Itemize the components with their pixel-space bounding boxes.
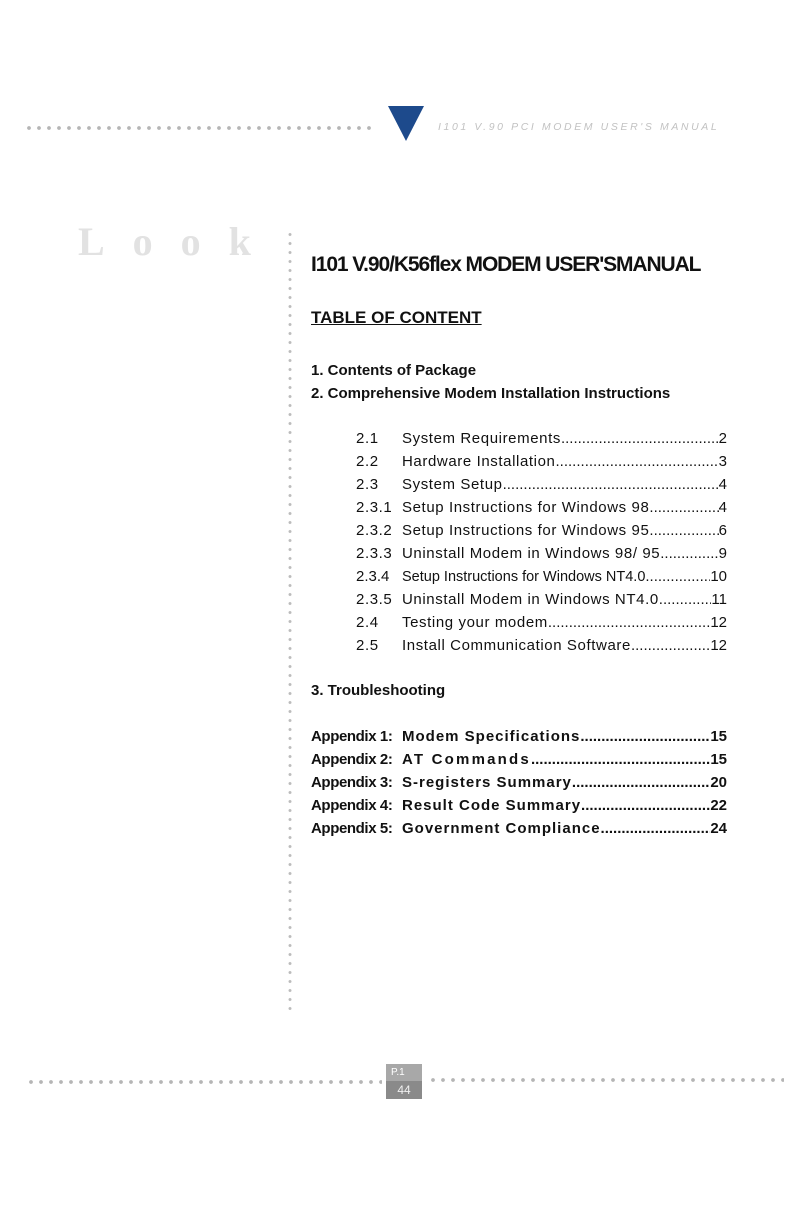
entry-number: 2.2	[356, 453, 379, 470]
entry-number: 2.3.4	[356, 568, 390, 585]
entry-title: Setup Instructions for Windows NT4.0	[402, 569, 646, 585]
toc-entry-2-3-2[interactable]	[356, 522, 727, 544]
entry-page: 9	[718, 545, 727, 562]
footer-dotted-rule-right	[428, 1077, 784, 1083]
toc-appendix-3[interactable]	[311, 774, 727, 796]
entry-page: 4	[718, 476, 727, 493]
side-word: Look	[78, 219, 279, 264]
dot-leader	[561, 430, 719, 447]
dot-leader	[660, 545, 718, 562]
toc-section-3: 3. Troubleshooting	[311, 682, 446, 699]
appendix-page: 20	[710, 774, 727, 791]
entry-title: Setup Instructions for Windows 95	[402, 522, 650, 539]
toc-entry-2-3-4[interactable]	[356, 568, 727, 590]
entry-title: System Requirements	[402, 430, 561, 447]
toc-entry-2-3[interactable]	[356, 476, 727, 498]
appendix-title: Government Compliance	[402, 820, 601, 837]
dot-leader	[503, 476, 719, 493]
entry-page: 2	[718, 430, 727, 447]
entry-number: 2.3.1	[356, 499, 393, 516]
toc-entry-2-3-3[interactable]	[356, 545, 727, 567]
entry-page: 12	[710, 637, 727, 654]
dot-leader	[556, 453, 719, 470]
dot-leader	[645, 568, 710, 585]
document-title: I101 V.90/K56flex MODEM USER'SMANUAL	[311, 253, 701, 276]
running-head: I101 V.90 PCI MODEM USER'S MANUAL	[438, 121, 720, 133]
entry-page: 4	[718, 499, 727, 516]
dot-leader	[659, 591, 712, 608]
footer-dotted-rule-left	[26, 1079, 382, 1085]
entry-title: Testing your modem	[402, 614, 548, 631]
appendix-page: 15	[710, 728, 727, 745]
appendix-label: Appendix 4:	[311, 797, 393, 814]
dot-leader	[649, 522, 718, 539]
dot-leader	[548, 614, 710, 631]
entry-title: Install Communication Software	[402, 637, 631, 654]
entry-number: 2.5	[356, 637, 379, 654]
appendix-title: Modem Specifications	[402, 728, 581, 745]
triangle-marker-icon	[388, 106, 424, 142]
appendix-title: Result Code Summary	[402, 797, 582, 814]
entry-title: Hardware Installation	[402, 453, 556, 470]
appendix-title: AT Commands	[402, 751, 531, 768]
top-dotted-rule	[24, 125, 374, 131]
appendix-label: Appendix 3:	[311, 774, 393, 791]
appendix-title: S-registers Summary	[402, 774, 572, 791]
appendix-label: Appendix 5:	[311, 820, 393, 837]
entry-title: Uninstall Modem in Windows NT4.0	[402, 591, 659, 608]
toc-appendix-5[interactable]	[311, 820, 727, 842]
toc-appendix-4[interactable]	[311, 797, 727, 819]
entry-number: 2.1	[356, 430, 379, 447]
toc-entry-2-5[interactable]	[356, 637, 727, 659]
entry-number: 2.3.5	[356, 591, 393, 608]
toc-entry-2-2[interactable]	[356, 453, 727, 475]
entry-page: 12	[710, 614, 727, 631]
entry-number: 2.3.2	[356, 522, 393, 539]
dot-leader	[580, 728, 710, 745]
toc-entry-2-3-5[interactable]	[356, 591, 727, 613]
entry-page: 10	[710, 568, 727, 585]
entry-page: 3	[718, 453, 727, 470]
dot-leader	[581, 797, 710, 814]
dot-leader	[631, 637, 710, 654]
entry-title: Uninstall Modem in Windows 98/ 95	[402, 545, 661, 562]
page-number: 44	[386, 1081, 422, 1099]
appendix-label: Appendix 1:	[311, 728, 393, 745]
entry-title: System Setup	[402, 476, 503, 493]
entry-number: 2.4	[356, 614, 379, 631]
toc-heading: TABLE OF CONTENT	[311, 308, 482, 327]
dot-leader	[531, 751, 710, 768]
toc-section-1: 1. Contents of Package	[311, 362, 477, 379]
toc-entry-2-3-1[interactable]	[356, 499, 727, 521]
toc-entry-2-4[interactable]	[356, 614, 727, 636]
toc-appendix-1[interactable]	[311, 728, 727, 750]
vertical-dotted-divider	[288, 230, 292, 1010]
appendix-page: 24	[710, 820, 727, 837]
page-number-box	[386, 1064, 422, 1099]
dot-leader	[601, 820, 711, 837]
toc-entry-2-1[interactable]	[356, 430, 727, 452]
appendix-label: Appendix 2:	[311, 751, 393, 768]
entry-number: 2.3	[356, 476, 379, 493]
entry-title: Setup Instructions for Windows 98	[402, 499, 650, 516]
toc-appendix-2[interactable]	[311, 751, 727, 773]
entry-page: 11	[711, 591, 727, 608]
page-label: P.1	[386, 1064, 422, 1081]
dot-leader	[572, 774, 710, 791]
toc-section-2: 2. Comprehensive Modem Installation Instructions	[311, 385, 671, 402]
appendix-page: 22	[710, 797, 727, 814]
appendix-page: 15	[710, 751, 727, 768]
entry-number: 2.3.3	[356, 545, 393, 562]
dot-leader	[649, 499, 718, 516]
entry-page: 6	[718, 522, 727, 539]
